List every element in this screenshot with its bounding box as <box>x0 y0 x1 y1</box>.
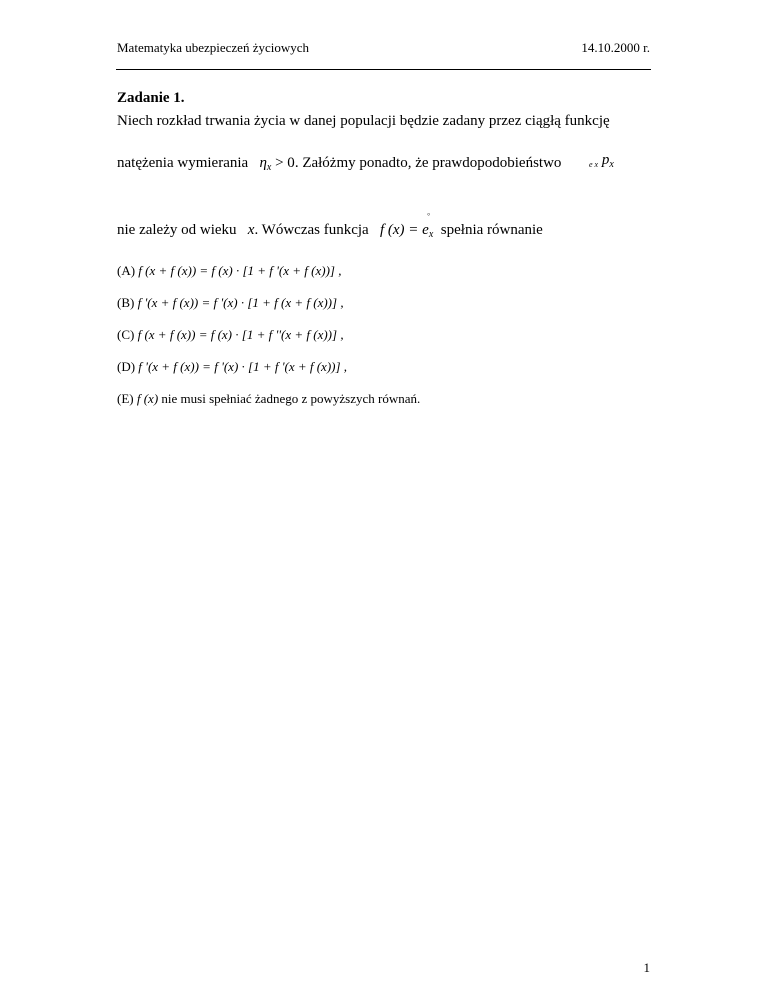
hazard-symbol: η <box>259 155 267 171</box>
hazard-subscript: x <box>266 162 272 173</box>
option-formula-math: f (x) <box>136 391 159 406</box>
option-label: (A) <box>117 263 136 278</box>
option-formula: f '(x + f (x)) = f '(x) · [1 + f (x + f (x))] , <box>137 295 344 310</box>
line2-text: natężenia wymierania <box>117 155 249 171</box>
task-title: Zadanie 1. <box>117 90 185 106</box>
task-line-1: Niech rozkład trwania życia w danej populacji będzie zadany przez ciągłą funkcję <box>117 113 610 129</box>
header-rule <box>116 69 651 70</box>
line3-mid: . Wówczas funkcja <box>254 222 369 238</box>
option-formula: f '(x + f (x)) = f '(x) · [1 + f '(x + f (x))] , <box>138 359 348 374</box>
hazard-condition: > 0 <box>271 155 295 171</box>
prob-main: p <box>601 152 610 168</box>
option-formula: f (x + f (x)) = f (x) · [1 + f ''(x + f (x))] , <box>137 327 344 342</box>
option-b <box>117 295 344 311</box>
option-label: (B) <box>117 295 135 310</box>
prob-subscript: x <box>609 159 614 170</box>
ring-accent: ° <box>427 212 430 220</box>
option-e <box>117 391 420 407</box>
page-number: 1 <box>643 960 650 975</box>
prob-prefix: e x <box>589 160 599 169</box>
option-label: (C) <box>117 327 135 342</box>
task-line-2 <box>117 155 561 173</box>
line2-rest: . Załóżmy ponadto, że prawdopodobieństwo <box>294 155 562 171</box>
header-title: Matematyka ubezpieczeń życiowych <box>117 40 310 55</box>
header-date: 14.10.2000 r. <box>581 40 650 55</box>
option-label: (E) <box>117 391 134 406</box>
option-c <box>117 327 344 343</box>
line3-end: spełnia równanie <box>440 222 543 238</box>
option-formula-text: nie musi spełniać żadnego z powyższych równań. <box>158 391 421 406</box>
option-formula: f (x + f (x)) = f (x) · [1 + f '(x + f (x))] , <box>138 263 342 278</box>
function-definition: f (x) = e ° <box>379 212 430 238</box>
option-a <box>117 263 342 279</box>
function-subscript: x <box>428 229 434 240</box>
age-variable: x <box>247 222 255 238</box>
option-d <box>117 359 347 375</box>
option-label: (D) <box>117 359 136 374</box>
probability-symbol <box>589 152 614 170</box>
line3-text: nie zależy od wieku <box>117 222 237 238</box>
task-line-3 <box>117 212 543 240</box>
